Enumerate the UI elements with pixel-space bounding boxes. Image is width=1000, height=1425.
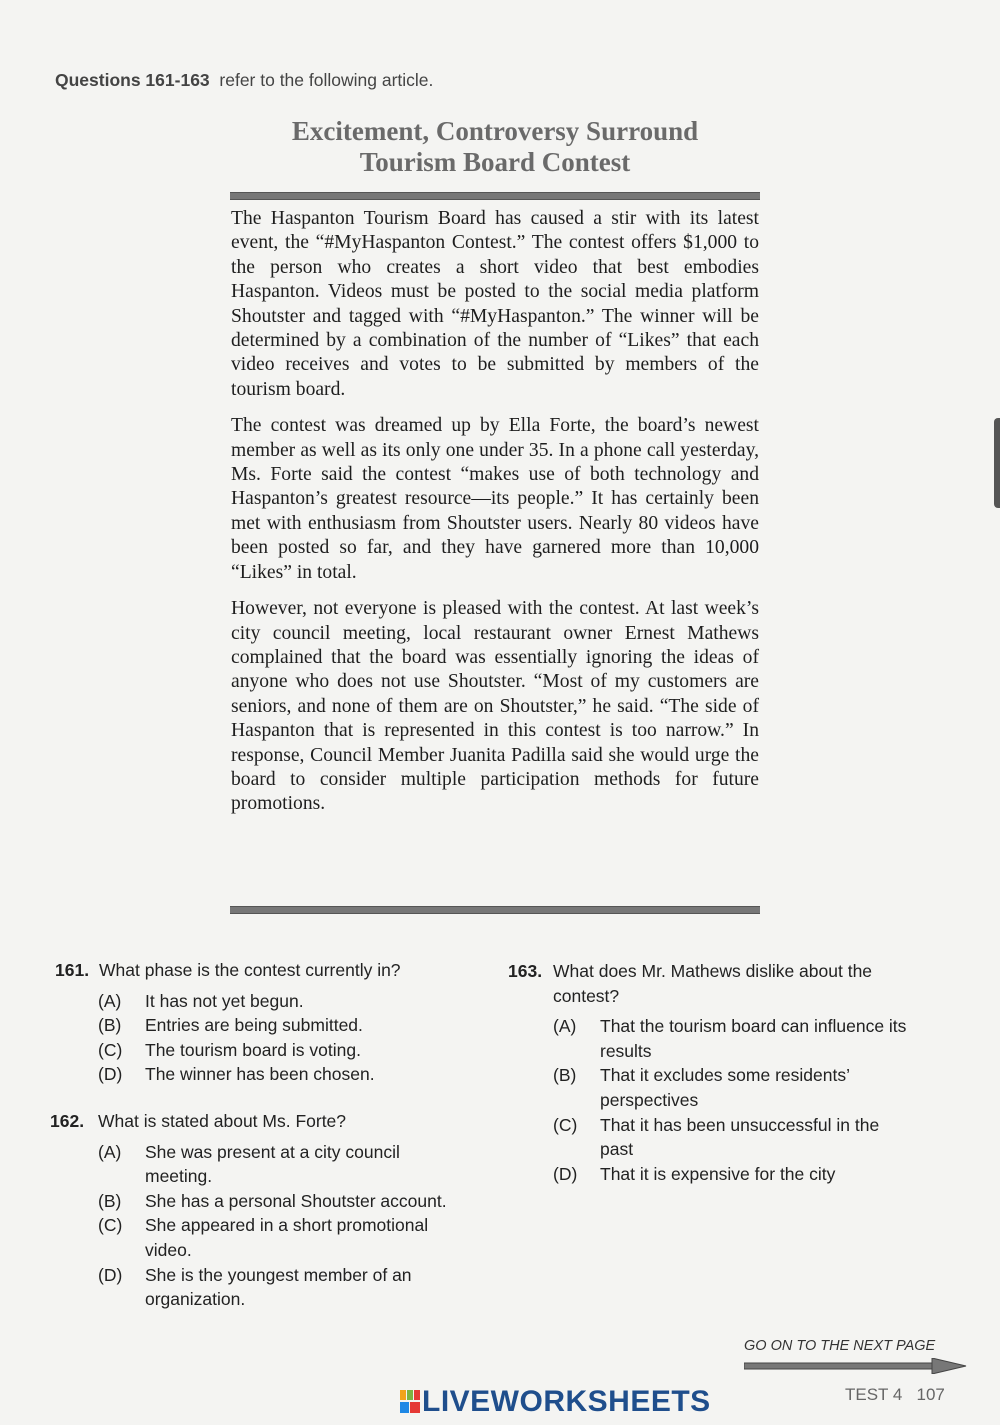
option-letter: (A) (98, 1141, 122, 1162)
option-a[interactable] (98, 1140, 428, 1189)
page-number: TEST 4 107 (845, 1385, 945, 1404)
bottom-rule (230, 906, 760, 914)
question-161 (55, 958, 475, 1087)
logo-text: LIVEWORKSHEETS (422, 1385, 711, 1418)
binder-tab (994, 418, 1000, 508)
option-a[interactable] (98, 989, 475, 1014)
option-b[interactable] (98, 1013, 475, 1038)
article-title (230, 116, 760, 178)
article-body (231, 207, 759, 829)
option-d[interactable] (553, 1162, 938, 1187)
option-b[interactable] (98, 1189, 490, 1214)
option-text: It has not yet begun. (145, 990, 304, 1011)
option-letter: (C) (98, 1039, 123, 1060)
option-text: That it is expensive for the city (600, 1163, 836, 1184)
option-text: That it has been unsuccessful in the past (600, 1114, 880, 1160)
option-d[interactable] (98, 1062, 475, 1087)
option-text: The winner has been chosen. (145, 1064, 375, 1085)
questions-intro (55, 70, 433, 91)
question-stem: What does Mr. Mathews dislike about the contest? (553, 961, 873, 1006)
question-162 (50, 1109, 490, 1312)
option-text: She has a personal Shoutster account. (145, 1190, 447, 1211)
option-a[interactable] (553, 1014, 938, 1063)
option-letter: (C) (98, 1215, 123, 1236)
liveworksheets-logo (400, 1385, 711, 1419)
question-number: 162. (50, 1111, 85, 1131)
option-letter: (B) (553, 1065, 577, 1086)
option-text: She appeared in a short promotional video. (145, 1215, 429, 1260)
option-c[interactable] (98, 1038, 475, 1063)
question-number: 163. (508, 961, 543, 981)
questions-range: Questions 161-163 (55, 70, 210, 90)
right-arrow-icon (744, 1358, 969, 1374)
option-text: She was present at a city council meeting. (145, 1141, 400, 1187)
question-stem: What phase is the contest currently in? (99, 960, 401, 980)
question-stem: What is stated about Ms. Forte? (98, 1111, 347, 1131)
option-letter: (A) (553, 1016, 577, 1037)
go-on-label: GO ON TO THE NEXT PAGE (744, 1338, 936, 1354)
question-number: 161. (55, 960, 90, 980)
paragraph: The Haspanton Tourism Board has caused a stir with its latest event, the “#MyHaspanton Contest.” The contest offers $1,000 to the person who creates a short video that best embodies Haspanton. Videos must be posted to the social media platform Shoutster and tagged with “#MyHaspanton.” The winner will be determined by a combination of the number of “Likes” that each video receives and votes to be submitted by members of the tourism board. (231, 208, 759, 400)
option-c[interactable] (553, 1113, 913, 1162)
option-letter: (A) (98, 990, 122, 1011)
option-letter: (D) (98, 1264, 123, 1285)
intro-text: refer to the following article. (219, 70, 434, 90)
option-text: She is the youngest member of an organization. (145, 1264, 412, 1310)
option-d[interactable] (98, 1263, 438, 1312)
title-line-1: Excitement, Controversy Surround (291, 116, 699, 146)
option-letter: (C) (553, 1114, 578, 1135)
paragraph: The contest was dreamed up by Ella Forte, the board’s newest member as well as its only one under 35. In a phone call yesterday, Ms. Forte said the contest “makes use of both technology and Haspanton’s greatest resource—its people.” It has certainly been met with enthusiasm from Shoutster users. Nearly 80 videos have been posted so far, and they have garnered more than 10,000 “Likes” in total. (231, 415, 759, 583)
option-letter: (B) (98, 1190, 122, 1211)
option-letter: (D) (553, 1163, 578, 1184)
option-letter: (D) (98, 1064, 123, 1085)
paragraph: However, not everyone is pleased with the contest. At last week’s city council meeting, local restaurant owner Ernest Mathews complained that the board was essentially ignoring the ideas of anyone who does not use Shoutster. “Most of my customers are seniors, and none of them are on Shoutster,” he said. “The side of Haspanton that is represented in this contest is too narrow.” In response, Council Member Juanita Padilla said she would urge the board to consider multiple participation methods for future promotions. (231, 598, 759, 815)
question-163 (508, 959, 938, 1186)
option-text: Entries are being submitted. (145, 1015, 363, 1036)
option-text: That the tourism board can influence its results (600, 1016, 907, 1061)
title-line-2: Tourism Board Contest (359, 147, 631, 177)
logo-icon (400, 1390, 422, 1414)
option-text: The tourism board is voting. (145, 1039, 361, 1060)
top-rule (230, 192, 760, 200)
option-letter: (B) (98, 1015, 122, 1036)
option-text: That it excludes some residents’ perspectives (600, 1065, 850, 1110)
option-c[interactable] (98, 1213, 458, 1262)
option-b[interactable] (553, 1063, 893, 1112)
